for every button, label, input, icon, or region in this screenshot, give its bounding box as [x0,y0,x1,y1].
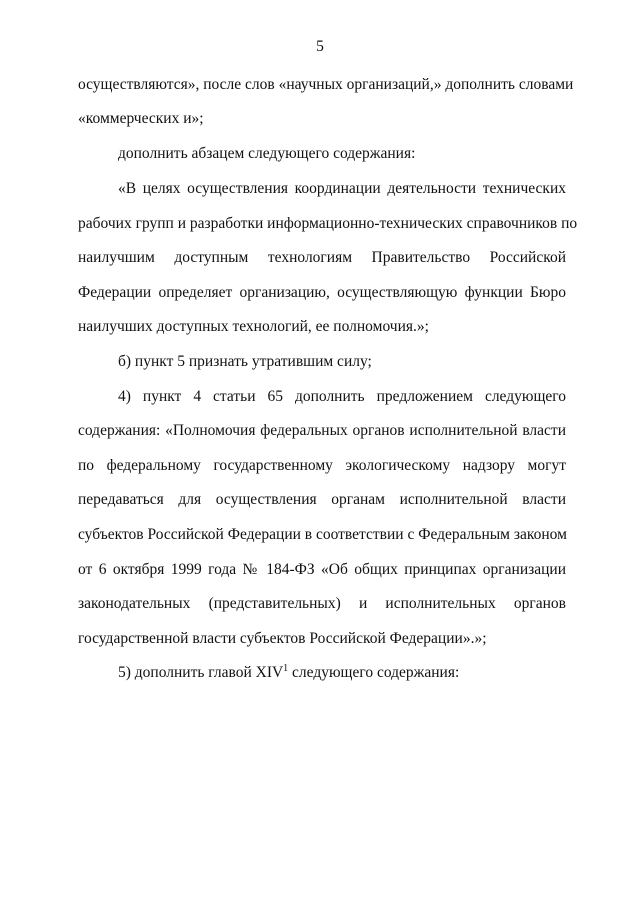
text-line-last [118,664,566,682]
text-line: «В целях осуществления координации деятельности технических [118,180,566,197]
text-line: «коммерческих и»; [78,110,204,127]
last-line-tail: следующего содержания: [288,664,460,681]
chapter-superscript: 1 [283,663,289,674]
text-line: законодательных (представительных) и исполнительных органов [78,595,566,612]
text-line: государственной власти субъектов Российской Федерации».»; [78,630,487,647]
text-line: осуществляются», после слов «научных организаций,» дополнить словами [78,76,574,93]
text-line: передаваться для осуществления органам исполнительной власти [78,491,566,508]
text-line: субъектов Российской Федерации в соответствии с Федеральным законом [78,526,567,543]
last-line-main: 5) дополнить главой XIV [118,664,284,681]
text-line: б) пункт 5 признать утратившим силу; [118,353,372,370]
text-line: наилучшим доступным технологиям Правительство Российской [78,249,566,266]
text-line: по федеральному государственному экологическому надзору могут [78,457,566,474]
text-line: дополнить абзацем следующего содержания: [118,145,416,162]
text-line: 4) пункт 4 статьи 65 дополнить предложением следующего [118,388,566,405]
text-line: от 6 октября 1999 года № 184-ФЗ «Об общих принципах организации [78,561,566,578]
page-number: 5 [316,38,324,55]
text-line: содержания: «Полномочия федеральных органов исполнительной власти [78,422,566,439]
text-line: рабочих групп и разработки информационно-технических справочников по [78,215,578,232]
text-line: Федерации определяет организацию, осуществляющую функции Бюро [78,284,566,301]
text-line: наилучших доступных технологий, ее полномочия.»; [78,318,429,335]
